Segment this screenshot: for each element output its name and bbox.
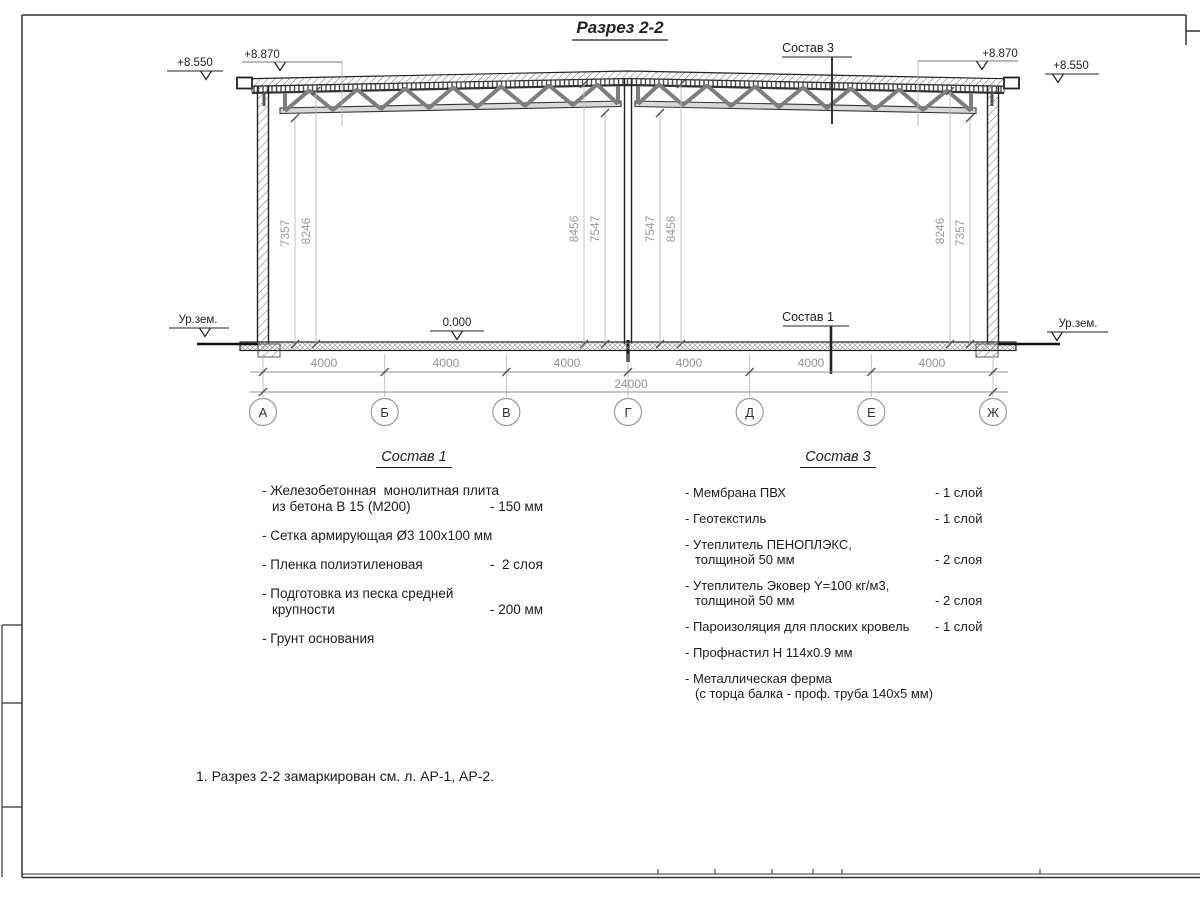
spec3-item-2-line-0: - Утеплитель ПЕНОПЛЭКС, <box>685 537 852 552</box>
vdim-1: 8246 <box>299 217 313 245</box>
hdim-5: 4000 <box>918 356 946 370</box>
vdim-6: 8246 <box>933 217 947 245</box>
spec1-item-0-line-0: - Железобетонная монолитная плита <box>262 483 500 498</box>
spec3-item-3-line-0: - Утеплитель Эковер Y=100 кг/м3, <box>685 578 890 593</box>
sheet-frame <box>2 15 1200 878</box>
spec1-item-3-value: - 200 мм <box>490 602 544 617</box>
ground-level-left <box>169 314 229 337</box>
elevation-left-outer <box>167 57 223 80</box>
zero-level-value: 0.000 <box>442 317 472 329</box>
spec3-item-4-value: - 1 слой <box>935 619 983 634</box>
vdim-3: 7547 <box>588 215 602 243</box>
grid-label-3: Г <box>624 405 632 420</box>
grid-label-5: Е <box>866 405 876 420</box>
spec3-item-3 <box>685 578 991 608</box>
vertical-dimensions <box>278 80 974 348</box>
callout-floor-label: Состав 1 <box>782 310 834 324</box>
floor-slab <box>240 342 1016 351</box>
spec3-item-4-line-0: - Пароизоляция для плоских кровель <box>685 619 910 634</box>
vdim-2: 8456 <box>567 215 581 243</box>
hdim-3: 4000 <box>675 356 703 370</box>
callout-roof-label: Состав 3 <box>782 41 834 55</box>
grid-label-1: Б <box>380 405 389 420</box>
total-dim: 24000 <box>614 377 648 391</box>
spec-block-sostav-3 <box>685 449 991 701</box>
ground-level-right <box>1047 318 1108 341</box>
spec3-item-5-line-0: - Профнастил Н 114х0.9 мм <box>685 645 853 660</box>
spec3-item-6-line-0: - Металлическая ферма <box>685 671 832 686</box>
drawing-title: Разрез 2-2 <box>576 18 664 37</box>
spec3-item-3-line-1: толщиной 50 мм <box>695 593 795 608</box>
title-block-ticks <box>658 869 1040 874</box>
left-margin-boxes <box>2 625 22 877</box>
spec3-heading: Состав 3 <box>685 449 991 465</box>
ground-level-right-label: Ур.зем. <box>1058 318 1098 330</box>
grid-label-0: А <box>258 405 268 420</box>
ground-level-left-label: Ур.зем. <box>178 314 218 326</box>
elevation-left-top-value: +8.870 <box>244 49 280 61</box>
spec1-item-0-value: - 150 мм <box>490 499 544 514</box>
spec1-item-2-line-0: - Пленка полиэтиленовая <box>262 557 423 572</box>
grid-label-2: В <box>501 405 511 420</box>
elevation-right-outer <box>1045 60 1099 83</box>
footing-right <box>976 344 998 357</box>
roof-endcap-left <box>237 78 252 89</box>
vdim-4: 7547 <box>643 215 657 243</box>
hdim-4: 4000 <box>797 356 825 370</box>
center-column <box>625 79 632 362</box>
spec3-item-0-line-0: - Мембрана ПВХ <box>685 485 786 500</box>
spec1-item-1-line-0: - Сетка армирующая Ø3 100х100 мм <box>262 528 493 543</box>
footing-left <box>258 344 280 357</box>
spec3-item-0 <box>685 485 991 500</box>
spec3-item-6 <box>685 671 991 701</box>
hdim-2: 4000 <box>553 356 581 370</box>
grid-label-4: Д <box>745 405 755 420</box>
spec3-item-4 <box>685 619 991 634</box>
spec1-item-3-line-1: крупности <box>272 602 335 617</box>
spec1-item-4 <box>262 631 566 647</box>
spec3-item-2-value: - 2 слоя <box>935 552 983 567</box>
vdim-0: 7357 <box>278 219 292 247</box>
hdim-0: 4000 <box>310 356 338 370</box>
grid-label-6: Ж <box>986 405 1000 420</box>
spec3-item-6-line-1: (с торца балка - проф. труба 140х5 мм) <box>695 686 934 701</box>
spec3-item-2-line-1: толщиной 50 мм <box>695 552 795 567</box>
spec1-item-4-line-0: - Грунт основания <box>262 631 375 646</box>
elevation-left-outer-value: +8.550 <box>177 57 213 69</box>
vdim-7: 7357 <box>953 219 967 247</box>
spec3-item-1-value: - 1 слой <box>935 511 983 526</box>
elevation-right-outer-value: +8.550 <box>1053 60 1089 72</box>
spec-block-sostav-1 <box>262 449 566 647</box>
spec1-item-1 <box>262 528 566 544</box>
spec1-item-3-line-0: - Подготовка из песка средней <box>262 586 454 601</box>
spec1-item-0 <box>262 483 566 515</box>
spec3-item-0-value: - 1 слой <box>935 485 983 500</box>
right-wall <box>988 86 999 344</box>
sheet-note: 1. Разрез 2-2 замаркирован см. л. АР-1, АР-2. <box>196 768 495 784</box>
grid-axes <box>250 399 1007 426</box>
spec1-heading: Состав 1 <box>262 449 566 465</box>
vdim-5: 8456 <box>664 215 678 243</box>
spec1-item-0-line-1: из бетона В 15 (М200) <box>272 499 411 514</box>
spec1-item-2-value: - 2 слоя <box>490 557 543 572</box>
spec3-item-2 <box>685 537 991 567</box>
elevation-right-top-value: +8.870 <box>982 48 1018 60</box>
spec3-item-5 <box>685 645 991 660</box>
zero-level-mark <box>430 317 484 340</box>
roof-endcap-right <box>1004 78 1019 89</box>
spec1-item-2 <box>262 557 566 573</box>
spec1-item-3 <box>262 586 566 618</box>
spec3-item-1-line-0: - Геотекстиль <box>685 511 767 526</box>
left-wall <box>258 86 269 344</box>
hdim-1: 4000 <box>432 356 460 370</box>
spec3-item-1 <box>685 511 991 526</box>
spec3-item-3-value: - 2 слоя <box>935 593 983 608</box>
